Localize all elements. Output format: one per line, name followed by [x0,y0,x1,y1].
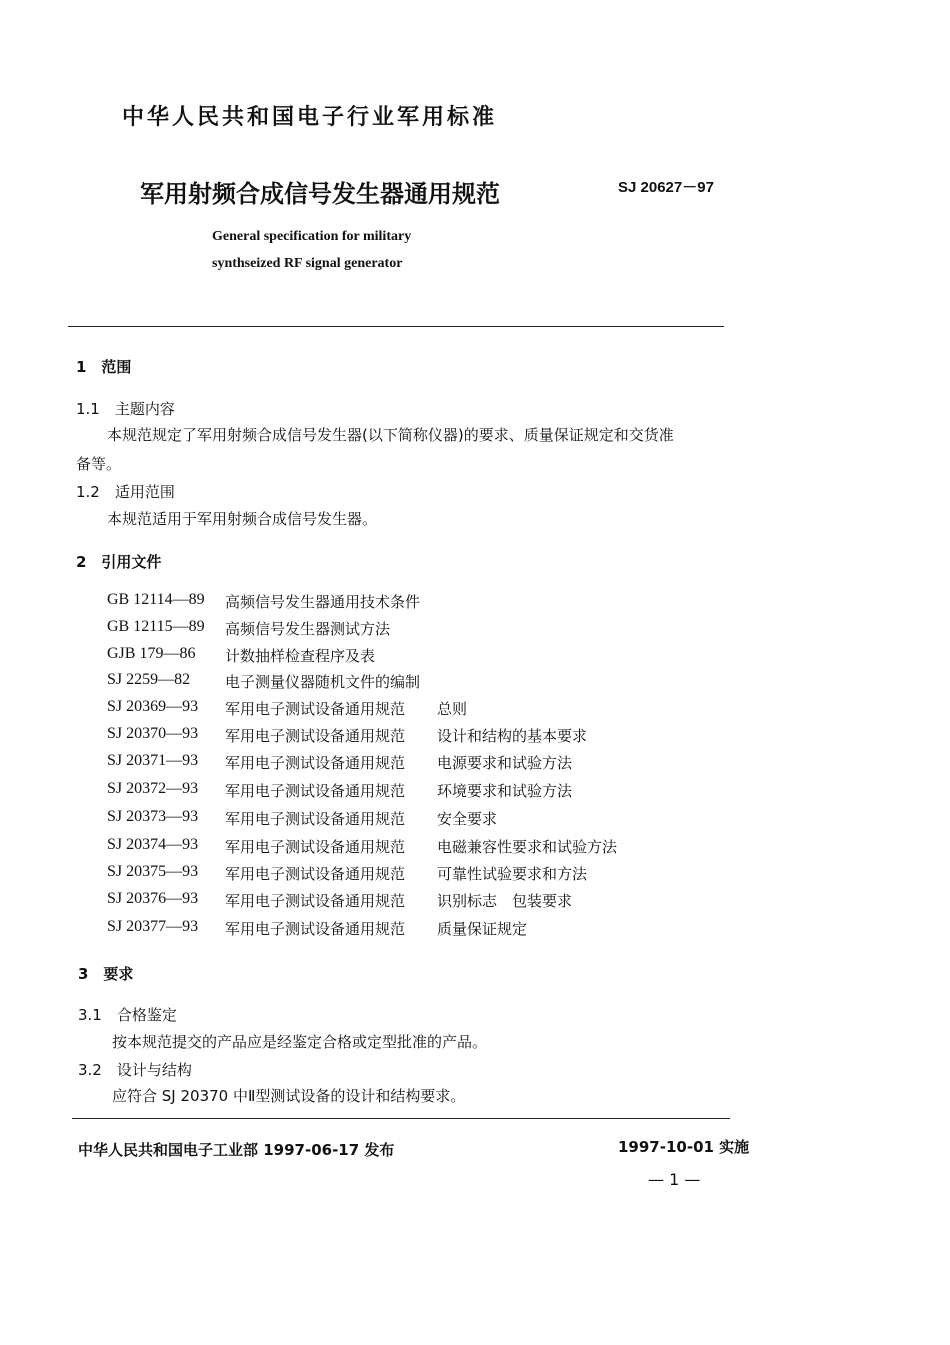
section-3-1-text: 按本规范提交的产品应是经鉴定合格或定型批准的产品。 [112,1033,488,1051]
issue-statement: 中华人民共和国电子工业部 1997-06-17 发布 [78,1141,395,1159]
reference-code: SJ 20372—93 [107,780,199,797]
standard-code: SJ 20627－97 [618,179,714,196]
section-1-heading: 1 范围 [76,358,132,376]
reference-subtitle: 电源要求和试验方法 [437,754,573,772]
section-3-1-heading: 3.1 合格鉴定 [78,1006,177,1024]
reference-code: GJB 179—86 [107,645,196,662]
english-title-line1: General specification for military [212,229,412,244]
reference-subtitle: 识别标志 包装要求 [437,892,573,910]
page-number: — 1 — [648,1170,701,1189]
document-title: 军用射频合成信号发生器通用规范 [140,180,500,208]
section-2-heading: 2 引用文件 [76,553,162,571]
reference-subtitle: 质量保证规定 [437,920,528,938]
reference-title: 军用电子测试设备通用规范 [225,754,406,772]
reference-title: 军用电子测试设备通用规范 [225,892,406,910]
section-1-1-heading: 1.1 主题内容 [76,400,175,418]
reference-code: SJ 20376—93 [107,890,199,907]
section-1-1-text-line2: 备等。 [76,455,122,473]
reference-code: SJ 20370—93 [107,725,199,742]
standard-category: 中华人民共和国电子行业军用标准 [122,105,498,130]
reference-code: SJ 20371—93 [107,752,199,769]
reference-code: GB 12115—89 [107,618,205,635]
reference-title: 高频信号发生器测试方法 [225,620,391,638]
reference-title: 军用电子测试设备通用规范 [225,810,406,828]
reference-code: SJ 20369—93 [107,698,199,715]
section-1-1-text-line1: 本规范规定了军用射频合成信号发生器(以下简称仪器)的要求、质量保证规定和交货准 [107,426,674,444]
reference-code: SJ 20377—93 [107,918,199,935]
reference-code: SJ 20375—93 [107,863,199,880]
section-1-2-text: 本规范适用于军用射频合成信号发生器。 [107,510,378,528]
reference-title: 军用电子测试设备通用规范 [225,727,406,745]
reference-subtitle: 电磁兼容性要求和试验方法 [437,838,618,856]
reference-title: 军用电子测试设备通用规范 [225,920,406,938]
reference-title: 高频信号发生器通用技术条件 [225,593,421,611]
section-1-2-heading: 1.2 适用范围 [76,483,175,501]
english-title-line2: synthseized RF signal generator [212,256,403,271]
reference-subtitle: 设计和结构的基本要求 [437,727,588,745]
reference-code: SJ 20374—93 [107,836,199,853]
reference-title: 计数抽样检查程序及表 [225,647,376,665]
reference-code: SJ 2259—82 [107,671,191,688]
reference-title: 军用电子测试设备通用规范 [225,838,406,856]
header-divider [68,326,724,327]
section-3-2-text: 应符合 SJ 20370 中Ⅱ型测试设备的设计和结构要求。 [112,1087,466,1105]
reference-title: 电子测量仪器随机文件的编制 [225,673,421,691]
footer-divider [72,1118,730,1119]
reference-subtitle: 可靠性试验要求和方法 [437,865,588,883]
reference-title: 军用电子测试设备通用规范 [225,700,406,718]
reference-code: GB 12114—89 [107,591,205,608]
section-3-2-heading: 3.2 设计与结构 [78,1061,192,1079]
reference-subtitle: 环境要求和试验方法 [437,782,573,800]
reference-title: 军用电子测试设备通用规范 [225,782,406,800]
section-3-heading: 3 要求 [78,965,134,983]
reference-title: 军用电子测试设备通用规范 [225,865,406,883]
reference-subtitle: 总则 [437,700,468,718]
reference-code: SJ 20373—93 [107,808,199,825]
effective-date: 1997-10-01 实施 [618,1138,750,1156]
reference-subtitle: 安全要求 [437,810,498,828]
